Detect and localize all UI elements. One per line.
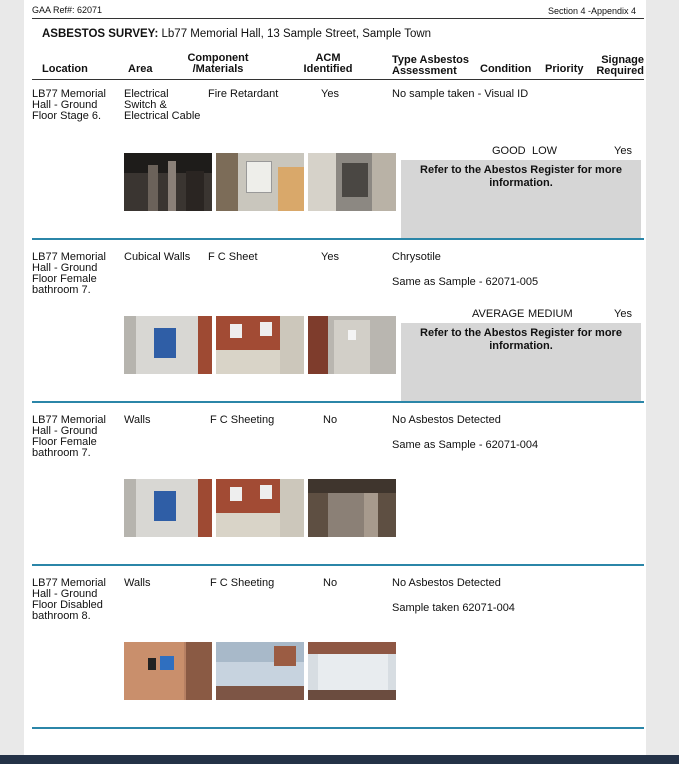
- row1-area-line: Switch &: [124, 99, 167, 111]
- row3-location-line: Hall - Ground: [32, 425, 98, 437]
- row1-component: Fire Retardant: [208, 88, 279, 100]
- col-component-line2: /Materials: [192, 63, 244, 75]
- row2-acm: Yes: [321, 251, 339, 263]
- col-component: [184, 53, 252, 75]
- col-type-line1: Type Asbestos: [392, 54, 470, 66]
- row2-register-note-line: information.: [489, 340, 553, 352]
- row3-location-line: bathroom 7.: [32, 447, 91, 459]
- col-signage-line1: Signage: [601, 54, 644, 66]
- row4-sample: Sample taken 62071-004: [392, 602, 515, 614]
- row4-component: F C Sheeting: [210, 577, 275, 589]
- row4-location-line: bathroom 8.: [32, 610, 91, 622]
- survey-title: [42, 28, 431, 40]
- row4-photo-1: [124, 642, 212, 700]
- row4-photo-2: [216, 642, 304, 700]
- col-acm-line1: ACM: [315, 52, 341, 64]
- row2-register-note: [401, 323, 641, 403]
- row1-acm: Yes: [321, 88, 339, 100]
- row2-sample: Same as Sample - 62071-005: [392, 276, 539, 288]
- row4-divider: [32, 727, 644, 729]
- row2-signage: Yes: [614, 308, 632, 320]
- row1-condition: GOOD: [492, 145, 526, 157]
- row2-register-note-line: Refer to the Abestos Register for more: [420, 327, 622, 339]
- row4-location-line: Floor Disabled: [32, 599, 103, 611]
- row3-location: [32, 415, 106, 459]
- row1-register-note-line: information.: [489, 177, 553, 189]
- row3-photo-1: [124, 479, 212, 537]
- row3-area: Walls: [124, 414, 151, 426]
- row2-area: Cubical Walls: [124, 251, 191, 263]
- col-component-line1: Component: [187, 52, 249, 64]
- row3-photo-3: [308, 479, 396, 537]
- column-header-rule: [32, 79, 644, 80]
- section-label: Section 4 -Appendix 4: [548, 6, 637, 16]
- row1-photo-2: [216, 153, 304, 211]
- document-page: [24, 0, 646, 755]
- row3-divider: [32, 564, 644, 566]
- row3-sample: Same as Sample - 62071-004: [392, 439, 539, 451]
- row1-priority: LOW: [532, 145, 558, 157]
- row1-location-line: Floor Stage 6.: [32, 110, 102, 122]
- row2-location-line: Hall - Ground: [32, 262, 98, 274]
- row1-location-line: LB77 Memorial: [32, 88, 106, 100]
- row1-area-line: Electrical Cable: [124, 110, 201, 122]
- row4-acm: No: [323, 577, 338, 589]
- row2-photo-2: [216, 316, 304, 374]
- row1-location-line: Hall - Ground: [32, 99, 98, 111]
- col-signage: [594, 55, 644, 77]
- col-signage-line2: Required: [596, 65, 644, 77]
- row2-location-line: LB77 Memorial: [32, 251, 106, 263]
- survey-title-address: Lb77 Memorial Hall, 13 Sample Street, Sample Town: [158, 28, 432, 40]
- row2-component: F C Sheet: [208, 251, 258, 263]
- row3-component: F C Sheeting: [210, 414, 275, 426]
- row4-location-line: Hall - Ground: [32, 588, 98, 600]
- row1-register-note: [401, 160, 641, 240]
- row3-acm: No: [323, 414, 338, 426]
- col-condition: Condition: [480, 63, 532, 75]
- row4-location-line: LB77 Memorial: [32, 577, 106, 589]
- col-acm: [300, 53, 356, 75]
- row2-photo-1: [124, 316, 212, 374]
- row2-location-line: bathroom 7.: [32, 284, 91, 296]
- row2-condition: AVERAGE: [472, 308, 525, 320]
- col-type-line2: Assessment: [392, 65, 457, 77]
- ref-number: GAA Ref#: 62071: [32, 5, 103, 15]
- row1-register-note-line: Refer to the Abestos Register for more: [420, 164, 622, 176]
- row1-signage: Yes: [614, 145, 632, 157]
- row2-priority: MEDIUM: [528, 308, 573, 320]
- row1-location: [32, 89, 106, 122]
- viewer-bottom-bar: [0, 755, 679, 764]
- row3-photo-2: [216, 479, 304, 537]
- row1-type: No sample taken - Visual ID: [392, 88, 529, 100]
- row4-type: No Asbestos Detected: [392, 577, 501, 589]
- col-type: [392, 55, 469, 77]
- row4-location: [32, 578, 106, 622]
- col-location: Location: [42, 63, 88, 75]
- row2-type: Chrysotile: [392, 251, 441, 263]
- col-acm-line2: Identified: [303, 63, 353, 75]
- row4-area: Walls: [124, 577, 151, 589]
- row2-location-line: Floor Female: [32, 273, 97, 285]
- survey-title-label: ASBESTOS SURVEY:: [42, 28, 159, 40]
- row1-area-line: Electrical: [124, 88, 169, 100]
- row4-photo-3: [308, 642, 396, 700]
- header-rule: [32, 18, 644, 19]
- row1-photo-3: [308, 153, 396, 211]
- row2-location: [32, 252, 106, 296]
- row1-divider: [32, 238, 644, 240]
- row3-location-line: LB77 Memorial: [32, 414, 106, 426]
- row1-area: [124, 89, 200, 122]
- col-area: Area: [128, 63, 153, 75]
- row3-type: No Asbestos Detected: [392, 414, 501, 426]
- row3-location-line: Floor Female: [32, 436, 97, 448]
- row2-divider: [32, 401, 644, 403]
- row1-photo-1: [124, 153, 212, 211]
- row2-photo-3: [308, 316, 396, 374]
- col-priority: Priority: [545, 63, 584, 75]
